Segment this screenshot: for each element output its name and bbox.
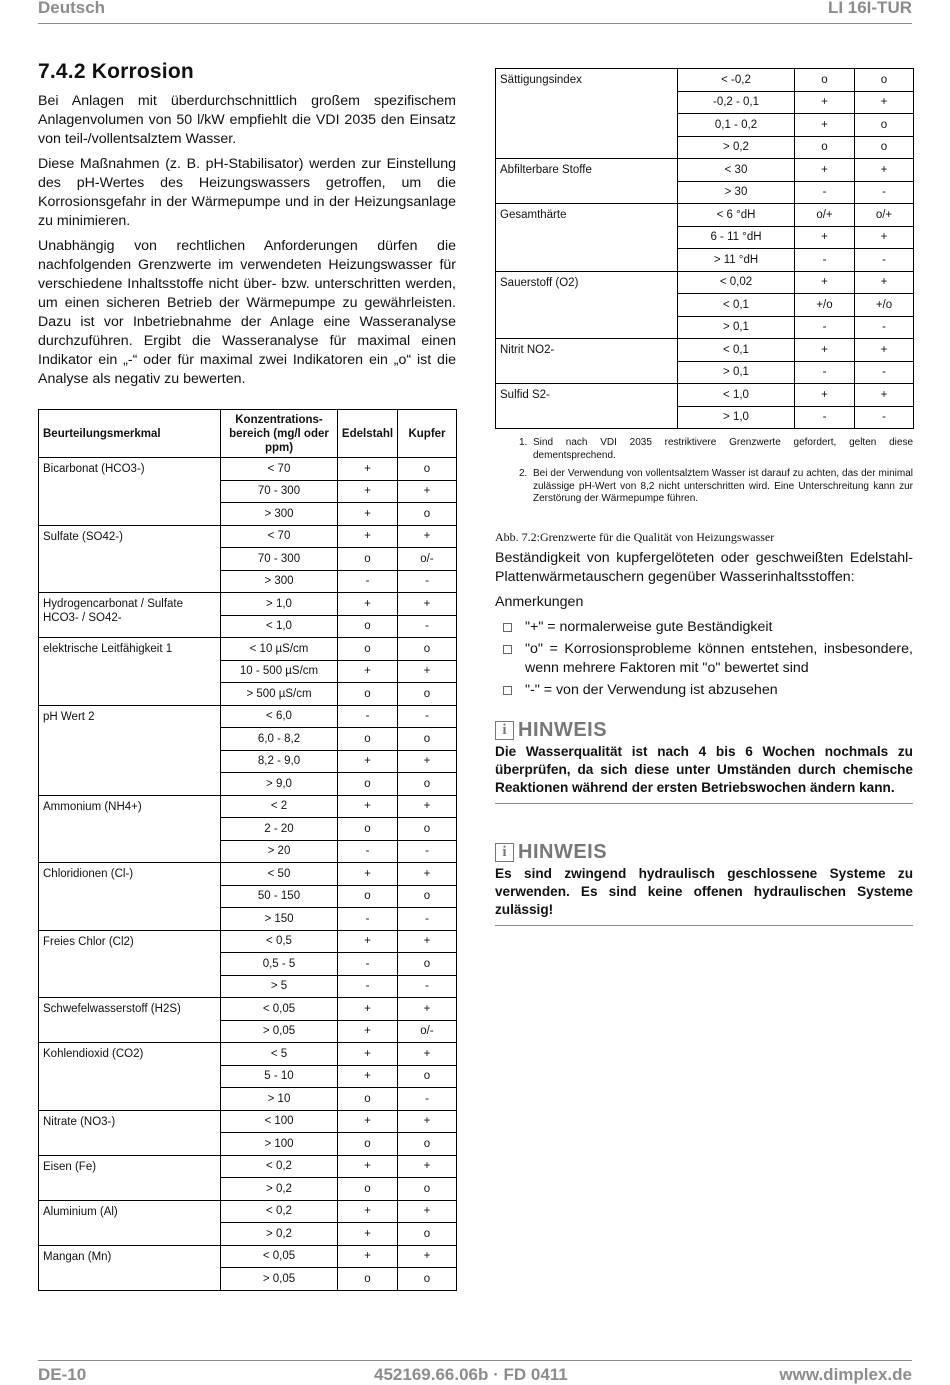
footnote: 2. Bei der Verwendung von vollentsalztem Wasser ist darauf zu achten, das der minimal zulässige pH-Wert von 8,2 nicht unterschritten wird. Eine Unterschreitung kann zur Zerstörung der Wärmepumpe führen. [519,468,913,504]
remarks-list [495,618,913,700]
concentration-cell: 10 - 500 µS/cm [221,660,338,683]
copper-cell: - [398,615,457,638]
concentration-cell: > 0,1 [678,361,795,384]
steel-cell: + [338,998,398,1021]
copper-cell: o [398,953,457,976]
list-item: "-" = von der Verwendung ist abzusehen [495,681,913,700]
param-cell: Freies Chlor (Cl2) [39,930,221,998]
steel-cell: + [338,1065,398,1088]
concentration-cell: < 0,02 [678,271,795,294]
copper-cell: + [398,1155,457,1178]
concentration-cell: > 20 [221,840,338,863]
copper-cell: o [398,818,457,841]
copper-cell: o [398,638,457,661]
concentration-cell: < 0,05 [221,1245,338,1268]
copper-cell: + [398,1245,457,1268]
steel-cell: + [338,480,398,503]
copper-cell: o [855,136,914,159]
table-row [496,159,914,182]
table-row [39,593,457,616]
notice-title: HINWEIS [518,841,608,863]
steel-cell: + [338,795,398,818]
copper-cell: - [855,361,914,384]
notice-text: Die Wasserqualität ist nach 4 bis 6 Wochen nochmals zu überprüfen, da sich diese unter Umständen durch chemische Reaktionen während der ersten Betriebswochen ändern kann. [495,743,913,795]
water-quality-table-continued [495,68,914,429]
table-row [39,638,457,661]
param-cell: Sulfate (SO42-) [39,525,221,593]
notice-box [495,720,913,804]
right-column [495,68,913,926]
copper-cell: o/+ [855,204,914,227]
table-row [496,204,914,227]
steel-cell: - [795,406,855,429]
bullet-square-icon [503,623,512,632]
copper-cell: o/- [398,548,457,571]
param-cell: Hydrogencarbonat / Sulfate HCO3- / SO42- [39,593,221,638]
copper-cell: - [398,570,457,593]
paragraph: Bei Anlagen mit überdurchschnittlich großem spezifischem Anlagenvolumen von 50 l/kW empfiehlt die VDI 2035 den Einsatz von teil-/vollentsalztem Wasser. [38,93,456,147]
header-copper: Kupfer [398,410,457,458]
copper-cell: o [398,503,457,526]
steel-cell: + [338,1245,398,1268]
concentration-cell: > 0,2 [678,136,795,159]
concentration-cell: < 10 µS/cm [221,638,338,661]
concentration-cell: 70 - 300 [221,548,338,571]
concentration-cell: > 30 [678,181,795,204]
copper-cell: +/o [855,294,914,317]
concentration-cell: < 0,2 [221,1200,338,1223]
copper-cell: o [398,773,457,796]
param-cell: Abfilterbare Stoffe [496,159,678,204]
param-cell: Nitrate (NO3-) [39,1110,221,1155]
concentration-cell: > 0,05 [221,1268,338,1291]
header-language: Deutsch [38,0,106,17]
info-icon: i [495,843,514,862]
table-row [39,863,457,886]
copper-cell: o/- [398,1020,457,1043]
copper-cell: + [398,593,457,616]
concentration-cell: > 0,2 [221,1223,338,1246]
steel-cell: + [338,930,398,953]
page-header [38,0,912,24]
steel-cell: - [338,908,398,931]
concentration-cell: 70 - 300 [221,480,338,503]
param-cell: Sauerstoff (O2) [496,271,678,339]
steel-cell: o [338,1133,398,1156]
param-cell: Ammonium (NH4+) [39,795,221,863]
header-param: Beurteilungsmerkmal [39,410,221,458]
header-steel: Edelstahl [338,410,398,458]
steel-cell: + [338,458,398,481]
concentration-cell: < 5 [221,1043,338,1066]
list-item: "+" = normalerweise gute Beständigkeit [495,618,913,637]
copper-cell: + [398,1200,457,1223]
concentration-cell: < 0,1 [678,294,795,317]
copper-cell: o [855,114,914,137]
notice-title: HINWEIS [518,719,608,741]
table-row [39,1155,457,1178]
copper-cell: - [855,316,914,339]
steel-cell: - [795,316,855,339]
steel-cell: + [338,593,398,616]
table-footnotes [495,437,913,506]
concentration-cell: 6,0 - 8,2 [221,728,338,751]
notice-text: Es sind zwingend hydraulisch geschlossene Systeme zu verwenden. Es sind keine offenen hydraulischen Systeme zulässig! [495,865,913,917]
concentration-cell: 5 - 10 [221,1065,338,1088]
concentration-cell: < 30 [678,159,795,182]
param-cell: Schwefelwasserstoff (H2S) [39,998,221,1043]
steel-cell: +/o [795,294,855,317]
concentration-cell: 8,2 - 9,0 [221,750,338,773]
steel-cell: + [795,114,855,137]
concentration-cell: < 0,5 [221,930,338,953]
paragraph: Unabhängig von rechtlichen Anforderungen dürfen die nachfolgenden Grenzwerte im verwendeten Heizungswasser für verschiedene Inhaltsstoffe nicht über- bzw. unterschritten werden, um einen sicheren Betrieb der Wärmepumpe zu gewährleisten. Dazu ist vor Inbetriebnahme der Anlage eine Wasseranalyse durchzuführen. Ergibt die Wasseranalyse für maximal einen Indikator ein „-“ oder für maximal zwei Indikatoren ein „o“ ist die Analyse als negativ zu bewerten. [38,238,456,387]
concentration-cell: > 150 [221,908,338,931]
concentration-cell: < 0,1 [678,339,795,362]
concentration-cell: < 100 [221,1110,338,1133]
steel-cell: - [338,840,398,863]
param-cell: Sättigungsindex [496,69,678,159]
concentration-cell: > 100 [221,1133,338,1156]
param-cell: Bicarbonat (HCO3-) [39,458,221,526]
figure-caption: Abb. 7.2:Grenzwerte für die Qualität von Heizungswasser [495,529,775,544]
copper-cell: + [398,750,457,773]
steel-cell: o [338,548,398,571]
steel-cell: - [795,181,855,204]
concentration-cell: < 1,0 [678,384,795,407]
copper-cell: o [398,1268,457,1291]
copper-cell: o [855,69,914,92]
steel-cell: + [338,1020,398,1043]
param-cell: Sulfid S2- [496,384,678,429]
steel-cell: - [795,249,855,272]
steel-cell: o [338,1268,398,1291]
steel-cell: + [338,750,398,773]
copper-cell: - [855,181,914,204]
concentration-cell: 0,1 - 0,2 [678,114,795,137]
document-id: 452169.66.06b · FD 0411 [374,1365,568,1384]
steel-cell: o [338,638,398,661]
steel-cell: - [338,975,398,998]
steel-cell: + [795,339,855,362]
steel-cell: o [338,773,398,796]
copper-cell: - [398,908,457,931]
steel-cell: + [338,1110,398,1133]
table-row [496,384,914,407]
param-cell: Mangan (Mn) [39,1245,221,1290]
table-row [39,795,457,818]
steel-cell: + [795,91,855,114]
steel-cell: + [795,159,855,182]
copper-cell: + [398,525,457,548]
steel-cell: + [338,1043,398,1066]
steel-cell: + [338,1223,398,1246]
table-row [496,339,914,362]
concentration-cell: < 6,0 [221,705,338,728]
steel-cell: o/+ [795,204,855,227]
steel-cell: o [338,728,398,751]
water-quality-table [38,409,457,1291]
page-footer [38,1360,912,1385]
copper-cell: o [398,1178,457,1201]
steel-cell: + [795,271,855,294]
concentration-cell: 6 - 11 °dH [678,226,795,249]
copper-cell: o [398,683,457,706]
concentration-cell: < 70 [221,458,338,481]
table-row [39,998,457,1021]
section-title: 7.4.2 Korrosion [38,60,194,83]
steel-cell: - [338,570,398,593]
steel-cell: o [795,136,855,159]
copper-cell: + [398,930,457,953]
steel-cell: + [338,863,398,886]
table-row [39,1110,457,1133]
concentration-cell: < 6 °dH [678,204,795,227]
steel-cell: o [338,1178,398,1201]
footnote: 1. Sind nach VDI 2035 restriktivere Grenzwerte gefordert, gelten diese dementsprechend. [519,437,913,461]
param-cell: elektrische Leitfähigkeit 1 [39,638,221,706]
param-cell: Aluminium (Al) [39,1200,221,1245]
copper-cell: o [398,1223,457,1246]
copper-cell: o [398,1065,457,1088]
info-icon: i [495,721,514,740]
concentration-cell: > 0,05 [221,1020,338,1043]
concentration-cell: < 70 [221,525,338,548]
website-link[interactable]: www.dimplex.de [779,1365,912,1384]
copper-cell: + [398,795,457,818]
param-cell: Gesamthärte [496,204,678,272]
copper-cell: + [398,480,457,503]
param-cell: Kohlendioxid (CO2) [39,1043,221,1111]
steel-cell: o [338,818,398,841]
steel-cell: + [338,503,398,526]
bullet-square-icon [503,686,512,695]
steel-cell: o [338,683,398,706]
concentration-cell: > 500 µS/cm [221,683,338,706]
param-cell: Nitrit NO2- [496,339,678,384]
table-row [39,525,457,548]
copper-cell: + [398,1043,457,1066]
steel-cell: o [338,1088,398,1111]
table-row [39,1200,457,1223]
steel-cell: + [338,1200,398,1223]
left-column [38,60,456,1291]
notice-box [495,842,913,926]
table-row [496,69,914,92]
copper-cell: o [398,1133,457,1156]
concentration-cell: 50 - 150 [221,885,338,908]
steel-cell: - [338,953,398,976]
steel-cell: o [338,885,398,908]
concentration-cell: < 1,0 [221,615,338,638]
copper-cell: + [398,863,457,886]
concentration-cell: > 10 [221,1088,338,1111]
concentration-cell: > 300 [221,503,338,526]
copper-cell: - [398,975,457,998]
table-row [39,930,457,953]
concentration-cell: < 0,2 [221,1155,338,1178]
copper-cell: - [855,406,914,429]
bullet-square-icon [503,645,512,654]
copper-cell: + [855,159,914,182]
copper-cell: + [398,660,457,683]
concentration-cell: 2 - 20 [221,818,338,841]
copper-cell: + [398,998,457,1021]
concentration-cell: > 0,1 [678,316,795,339]
steel-cell: - [338,705,398,728]
copper-cell: - [855,249,914,272]
concentration-cell: -0,2 - 0,1 [678,91,795,114]
steel-cell: + [795,384,855,407]
table-row [39,1043,457,1066]
param-cell: Chloridionen (Cl-) [39,863,221,931]
paragraph: Diese Maßnahmen (z. B. pH-Stabilisator) werden zur Einstellung des pH-Wertes des Heizungswassers getroffen, um die Korrosionsgefahr in der Wärmepumpe und in der Heizungsanlage zu minimieren. [38,156,456,229]
remarks-title: Anmerkungen [495,593,584,610]
table-row [496,271,914,294]
concentration-cell: < 0,05 [221,998,338,1021]
concentration-cell: > 1,0 [678,406,795,429]
concentration-cell: > 300 [221,570,338,593]
steel-cell: - [795,361,855,384]
header-concentration: Konzentrations-bereich (mg/l oder ppm) [221,410,338,458]
copper-cell: o [398,728,457,751]
copper-cell: o [398,458,457,481]
header-model: LI 16I-TUR [827,0,912,17]
page-number: DE-10 [38,1365,87,1384]
copper-cell: - [398,840,457,863]
table-row [39,458,457,481]
concentration-cell: < 50 [221,863,338,886]
steel-cell: + [338,660,398,683]
copper-cell: + [855,91,914,114]
copper-cell: + [855,384,914,407]
concentration-cell: < 2 [221,795,338,818]
steel-cell: + [338,525,398,548]
resistance-intro: Beständigkeit von kupfergelöteten oder geschweißten Edelstahl-Plattenwärmetauschern gegenüber Wasserinhaltsstoffen: [495,549,913,585]
copper-cell: - [398,1088,457,1111]
concentration-cell: > 5 [221,975,338,998]
concentration-cell: 0,5 - 5 [221,953,338,976]
list-item: "o" = Korrosionsprobleme können entstehen, insbesondere, wenn mehrere Faktoren mit "o" bewertet sind [495,640,913,678]
copper-cell: + [855,339,914,362]
copper-cell: o [398,885,457,908]
copper-cell: - [398,705,457,728]
table-row [39,1245,457,1268]
concentration-cell: > 11 °dH [678,249,795,272]
table-row [39,705,457,728]
copper-cell: + [855,271,914,294]
steel-cell: + [338,1155,398,1178]
steel-cell: o [338,615,398,638]
concentration-cell: > 9,0 [221,773,338,796]
copper-cell: + [398,1110,457,1133]
param-cell: Eisen (Fe) [39,1155,221,1200]
concentration-cell: > 0,2 [221,1178,338,1201]
concentration-cell: < -0,2 [678,69,795,92]
steel-cell: o [795,69,855,92]
copper-cell: + [855,226,914,249]
steel-cell: + [795,226,855,249]
param-cell: pH Wert 2 [39,705,221,795]
concentration-cell: > 1,0 [221,593,338,616]
